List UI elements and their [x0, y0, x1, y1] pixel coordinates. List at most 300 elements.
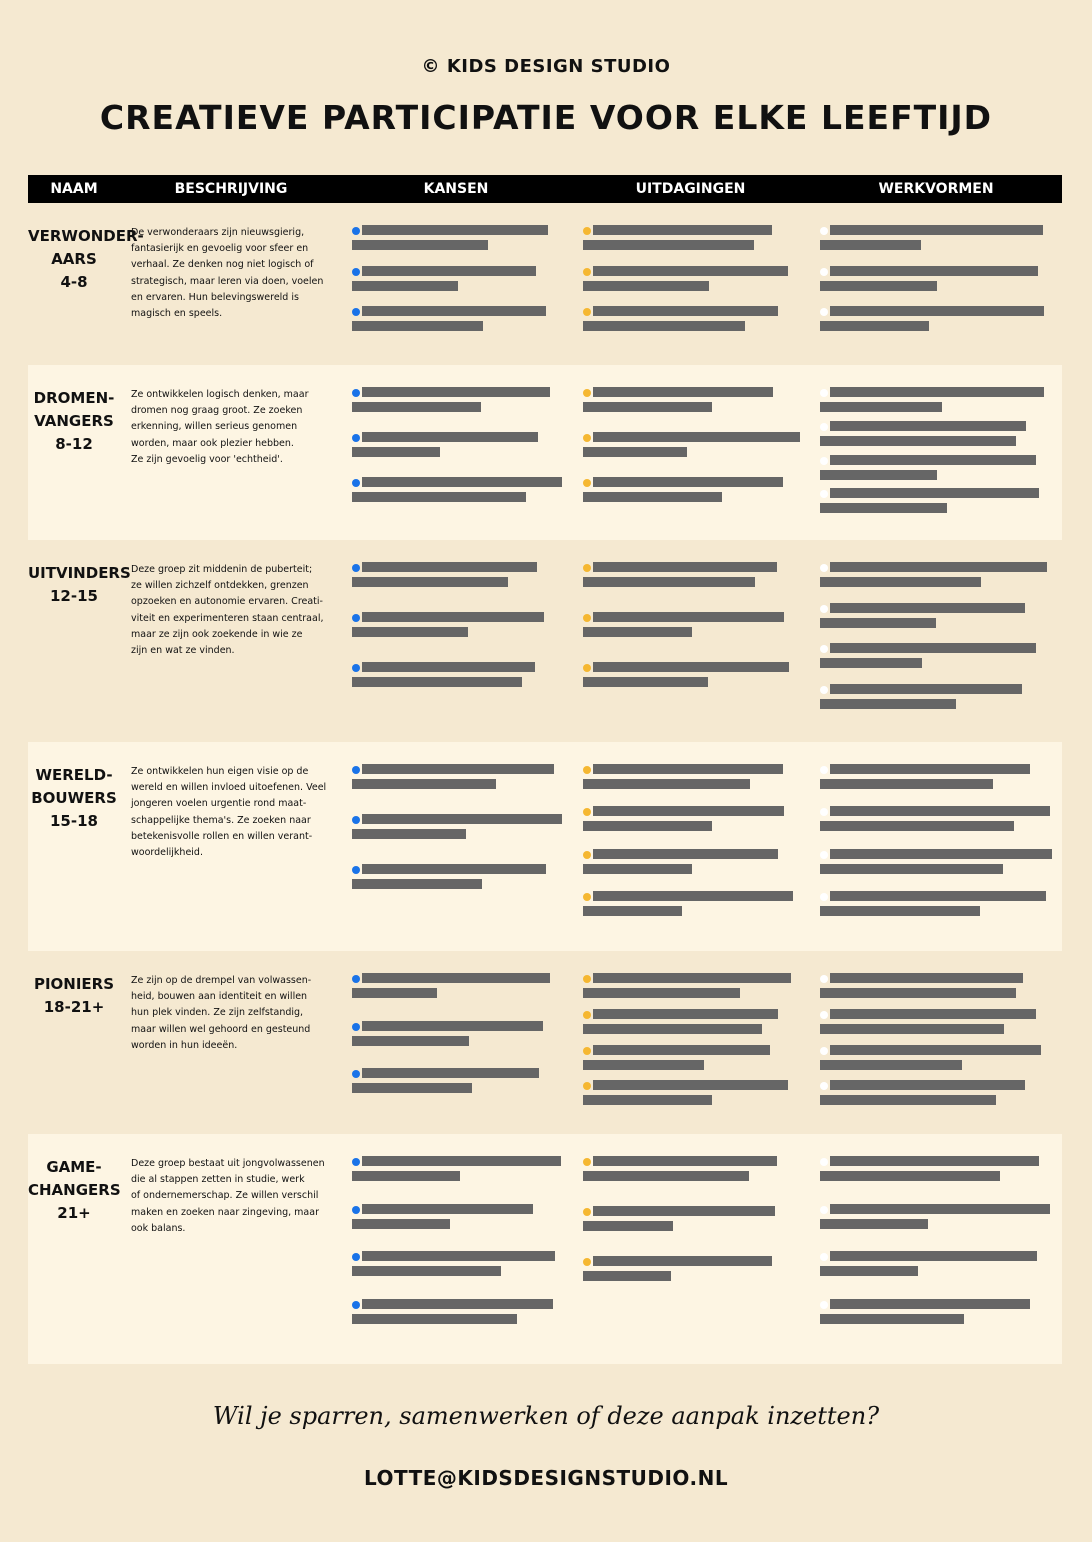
redacted-text: [830, 266, 1038, 276]
row-name: [28, 1156, 120, 1225]
footer-question: Wil je sparren, samenwerken of deze aanpak inzetten?: [212, 1402, 880, 1430]
bullet-icon: [352, 308, 360, 316]
redacted-text: [820, 1266, 918, 1276]
redacted-text: [362, 266, 536, 276]
redacted-text: [352, 677, 522, 687]
redacted-text: [820, 1060, 962, 1070]
redacted-text: [593, 1080, 788, 1090]
row-name: [28, 973, 120, 1019]
row-name: [28, 562, 131, 608]
row-name-line: PIONIERS: [33, 975, 115, 993]
redacted-text: [352, 492, 526, 502]
bullet-icon: [352, 1253, 360, 1261]
kansen-item: [352, 612, 560, 642]
redacted-text: [362, 1251, 555, 1261]
kansen-column: [352, 540, 560, 742]
redacted-text: [362, 1299, 553, 1309]
description-line: ook balans.: [131, 1222, 186, 1234]
redacted-text: [352, 829, 466, 839]
redacted-text: [352, 779, 496, 789]
werkvormen-item: [820, 306, 1052, 336]
redacted-text: [820, 988, 1016, 998]
description-line: of ondernemerschap. Ze willen verschil: [131, 1190, 319, 1202]
description-line: betekenisvolle rollen en willen verant-: [131, 830, 313, 842]
redacted-text: [583, 864, 692, 874]
table-row: [28, 1134, 1062, 1364]
bullet-icon: [820, 389, 828, 397]
description-line: maar ze zijn ook zoekende in wie ze: [131, 628, 303, 640]
redacted-text: [583, 321, 745, 331]
row-name-line: 12-15: [50, 587, 98, 605]
redacted-text: [820, 240, 921, 250]
redacted-text: [820, 402, 942, 412]
uitdagingen-column: [583, 365, 798, 540]
uitdagingen-item: [583, 806, 798, 836]
redacted-text: [830, 562, 1047, 572]
redacted-text: [830, 1299, 1030, 1309]
redacted-text: [352, 577, 508, 587]
redacted-text: [583, 1171, 749, 1181]
uitdagingen-item: [583, 1009, 798, 1039]
bullet-icon: [583, 664, 591, 672]
bullet-icon: [583, 1258, 591, 1266]
redacted-text: [593, 1045, 770, 1055]
redacted-text: [593, 387, 773, 397]
bullet-icon: [583, 1208, 591, 1216]
bullet-icon: [583, 851, 591, 859]
redacted-text: [362, 225, 548, 235]
redacted-text: [352, 879, 482, 889]
bullet-icon: [820, 975, 828, 983]
description-line: schappelijke thema's. Ze zoeken naar: [131, 814, 311, 826]
werkvormen-item: [820, 488, 1052, 518]
redacted-text: [820, 281, 937, 291]
bullet-icon: [583, 308, 591, 316]
bullet-icon: [820, 457, 828, 465]
page-title: CREATIEVE PARTICIPATIE VOOR ELKE LEEFTIJD: [99, 98, 993, 137]
redacted-text: [830, 973, 1023, 983]
description-line: en ervaren. Hun belevingswereld is: [131, 291, 299, 303]
kansen-item: [352, 306, 560, 336]
redacted-text: [362, 1204, 533, 1214]
description-line: viteit en experimenteren staan centraal,: [131, 612, 324, 624]
bullet-icon: [583, 1082, 591, 1090]
uitdagingen-column: [583, 951, 798, 1134]
redacted-text: [583, 627, 692, 637]
description-line: zijn en wat ze vinden.: [131, 645, 235, 657]
redacted-text: [830, 455, 1036, 465]
redacted-text: [583, 447, 687, 457]
bullet-icon: [820, 893, 828, 901]
werkvormen-item: [820, 603, 1052, 633]
bullet-icon: [583, 268, 591, 276]
redacted-text: [362, 764, 554, 774]
redacted-text: [352, 1171, 460, 1181]
redacted-text: [362, 864, 546, 874]
bullet-icon: [583, 564, 591, 572]
redacted-text: [583, 1221, 673, 1231]
header-naam: NAAM: [50, 181, 98, 197]
row-name-line: WERELD-: [35, 766, 113, 784]
bullet-icon: [352, 1158, 360, 1166]
uitdagingen-item: [583, 973, 798, 1003]
redacted-text: [593, 612, 784, 622]
kansen-item: [352, 562, 560, 592]
redacted-text: [352, 1036, 469, 1046]
redacted-text: [830, 306, 1044, 316]
redacted-text: [583, 1060, 704, 1070]
header-uitdagingen: UITDAGINGEN: [635, 181, 746, 197]
bullet-icon: [820, 1011, 828, 1019]
bullet-icon: [583, 975, 591, 983]
redacted-text: [593, 432, 800, 442]
bullet-icon: [820, 564, 828, 572]
bullet-icon: [820, 808, 828, 816]
redacted-text: [830, 1251, 1037, 1261]
description-line: ze willen zichzelf ontdekken, grenzen: [131, 580, 309, 592]
werkvormen-column: [820, 742, 1052, 951]
werkvormen-item: [820, 806, 1052, 836]
werkvormen-item: [820, 643, 1052, 673]
description-line: maken en zoeken naar zingeving, maar: [131, 1206, 319, 1218]
header-kansen: KANSEN: [423, 181, 489, 197]
bullet-icon: [820, 645, 828, 653]
redacted-text: [583, 1095, 712, 1105]
redacted-text: [830, 1045, 1041, 1055]
redacted-text: [830, 1156, 1039, 1166]
description-line: opzoeken en autonomie ervaren. Creati-: [131, 596, 323, 608]
uitdagingen-item: [583, 1045, 798, 1075]
uitdagingen-item: [583, 562, 798, 592]
kansen-item: [352, 266, 560, 296]
row-name: [28, 225, 144, 294]
redacted-text: [583, 988, 740, 998]
bullet-icon: [583, 1047, 591, 1055]
werkvormen-item: [820, 455, 1052, 485]
bullet-icon: [352, 227, 360, 235]
redacted-text: [583, 1271, 671, 1281]
redacted-text: [583, 402, 712, 412]
description-line: hun plek vinden. Ze zijn zelfstandig,: [131, 1007, 304, 1019]
description-line: verhaal. Ze denken nog niet logisch of: [131, 259, 314, 271]
description-line: jongeren voelen urgentie rond maat-: [131, 798, 307, 810]
row-name: [28, 387, 120, 456]
redacted-text: [583, 240, 754, 250]
werkvormen-item: [820, 1251, 1052, 1281]
redacted-text: [362, 1021, 543, 1031]
redacted-text: [820, 577, 981, 587]
row-name-line: VERWONDER-: [28, 227, 144, 245]
bullet-icon: [352, 1070, 360, 1078]
description-line: Ze ontwikkelen hun eigen visie op de: [131, 766, 309, 777]
table-row: [28, 365, 1062, 540]
kansen-item: [352, 864, 560, 894]
description-line: strategisch, maar leren via doen, voelen: [131, 275, 324, 287]
participation-table: [28, 175, 1062, 1364]
uitdagingen-item: [583, 612, 798, 642]
werkvormen-item: [820, 1204, 1052, 1234]
description-line: maar willen wel gehoord en gesteund: [131, 1023, 311, 1035]
werkvormen-item: [820, 1156, 1052, 1186]
redacted-text: [593, 477, 783, 487]
description-line: heid, bouwen aan identiteit en willen: [131, 991, 308, 1003]
row-name-line: BOUWERS: [31, 789, 117, 807]
row-name-line: DROMEN-: [33, 389, 115, 407]
kansen-column: [352, 203, 560, 365]
uitdagingen-item: [583, 1080, 798, 1110]
description-line: worden, maar ook plezier hebben.: [131, 437, 294, 449]
werkvormen-item: [820, 266, 1052, 296]
bullet-icon: [583, 1011, 591, 1019]
table-row: [28, 540, 1062, 742]
redacted-text: [830, 684, 1022, 694]
description-line: Ze ontwikkelen logisch denken, maar: [131, 389, 309, 400]
row-description: [131, 225, 331, 322]
redacted-text: [362, 306, 546, 316]
werkvormen-item: [820, 1299, 1052, 1329]
footer-email[interactable]: LOTTE@KIDSDESIGNSTUDIO.NL: [363, 1466, 729, 1490]
uitdagingen-item: [583, 662, 798, 692]
bullet-icon: [820, 605, 828, 613]
redacted-text: [362, 1156, 561, 1166]
redacted-text: [820, 864, 1003, 874]
werkvormen-column: [820, 951, 1052, 1134]
redacted-text: [362, 1068, 539, 1078]
redacted-text: [593, 1206, 775, 1216]
description-line: wereld en willen invloed uitoefenen. Veel: [131, 782, 327, 794]
redacted-text: [593, 1156, 777, 1166]
description-line: magisch en speels.: [131, 308, 223, 320]
redacted-text: [362, 477, 562, 487]
bullet-icon: [352, 268, 360, 276]
description-line: die al stappen zetten in studie, werk: [131, 1174, 305, 1186]
werkvormen-item: [820, 973, 1052, 1003]
werkvormen-column: [820, 203, 1052, 365]
bullet-icon: [820, 1253, 828, 1261]
bullet-icon: [820, 1206, 828, 1214]
redacted-text: [820, 699, 956, 709]
redacted-text: [820, 436, 1016, 446]
redacted-text: [830, 891, 1046, 901]
redacted-text: [820, 503, 947, 513]
redacted-text: [583, 281, 709, 291]
table-header: [28, 175, 1062, 203]
redacted-text: [830, 1080, 1025, 1090]
bullet-icon: [352, 1301, 360, 1309]
redacted-text: [820, 470, 937, 480]
uitdagingen-item: [583, 891, 798, 921]
werkvormen-column: [820, 365, 1052, 540]
redacted-text: [583, 677, 708, 687]
bullet-icon: [352, 866, 360, 874]
redacted-text: [820, 1171, 1000, 1181]
redacted-text: [362, 662, 535, 672]
table-row: [28, 742, 1062, 951]
kansen-item: [352, 1156, 560, 1186]
description-line: De verwonderaars zijn nieuwsgierig,: [131, 227, 305, 238]
redacted-text: [593, 225, 772, 235]
redacted-text: [593, 891, 793, 901]
row-name-line: 8-12: [55, 435, 93, 453]
werkvormen-item: [820, 1009, 1052, 1039]
table-row: [28, 203, 1062, 365]
redacted-text: [830, 421, 1026, 431]
werkvormen-column: [820, 1134, 1052, 1364]
kansen-column: [352, 1134, 560, 1364]
redacted-text: [593, 973, 791, 983]
redacted-text: [362, 432, 538, 442]
redacted-text: [352, 321, 483, 331]
werkvormen-column: [820, 540, 1052, 742]
kansen-column: [352, 742, 560, 951]
kansen-item: [352, 387, 560, 417]
redacted-text: [830, 1009, 1036, 1019]
redacted-text: [583, 821, 712, 831]
description-line: worden in hun ideeën.: [131, 1039, 238, 1051]
werkvormen-item: [820, 849, 1052, 879]
kansen-item: [352, 814, 560, 844]
bullet-icon: [820, 268, 828, 276]
description-line: dromen nog graag groot. Ze zoeken: [131, 405, 303, 417]
redacted-text: [362, 612, 544, 622]
bullet-icon: [352, 816, 360, 824]
kansen-item: [352, 1299, 560, 1329]
uitdagingen-column: [583, 540, 798, 742]
uitdagingen-item: [583, 1156, 798, 1186]
bullet-icon: [820, 851, 828, 859]
row-description: [131, 764, 331, 861]
bullet-icon: [583, 766, 591, 774]
uitdagingen-item: [583, 477, 798, 507]
redacted-text: [352, 1266, 501, 1276]
bullet-icon: [352, 389, 360, 397]
row-name-line: 4-8: [60, 273, 88, 291]
bullet-icon: [583, 389, 591, 397]
redacted-text: [583, 906, 682, 916]
bullet-icon: [352, 614, 360, 622]
row-description: [131, 973, 331, 1054]
werkvormen-item: [820, 387, 1052, 417]
redacted-text: [820, 321, 929, 331]
kansen-item: [352, 477, 560, 507]
redacted-text: [820, 1024, 1004, 1034]
row-name-line: GAME-: [46, 1158, 102, 1176]
description-line: erkenning, willen serieus genomen: [131, 421, 298, 433]
uitdagingen-column: [583, 203, 798, 365]
redacted-text: [583, 1024, 762, 1034]
bullet-icon: [583, 808, 591, 816]
bullet-icon: [352, 1206, 360, 1214]
werkvormen-item: [820, 225, 1052, 255]
row-name-line: CHANGERS: [28, 1181, 121, 1199]
redacted-text: [352, 1314, 517, 1324]
redacted-text: [352, 1083, 472, 1093]
bullet-icon: [820, 1301, 828, 1309]
redacted-text: [362, 562, 537, 572]
redacted-text: [583, 779, 750, 789]
description-line: Deze groep bestaat uit jongvolwassenen: [131, 1158, 325, 1169]
row-name-line: AARS: [51, 250, 97, 268]
description-line: Ze zijn op de drempel van volwassen-: [131, 975, 312, 986]
bullet-icon: [820, 423, 828, 431]
kansen-column: [352, 365, 560, 540]
redacted-text: [830, 806, 1050, 816]
bullet-icon: [352, 564, 360, 572]
uitdagingen-column: [583, 742, 798, 951]
bullet-icon: [352, 664, 360, 672]
kansen-item: [352, 1251, 560, 1281]
redacted-text: [830, 764, 1030, 774]
uitdagingen-item: [583, 225, 798, 255]
row-name-line: 15-18: [50, 812, 98, 830]
uitdagingen-item: [583, 764, 798, 794]
redacted-text: [830, 1204, 1050, 1214]
werkvormen-item: [820, 891, 1052, 921]
redacted-text: [352, 1219, 450, 1229]
description-line: Ze zijn gevoelig voor 'echtheid'.: [131, 453, 283, 465]
redacted-text: [593, 562, 777, 572]
header-beschrijving: BESCHRIJVING: [174, 181, 288, 197]
bullet-icon: [820, 1158, 828, 1166]
bullet-icon: [583, 479, 591, 487]
redacted-text: [362, 387, 550, 397]
row-name-line: 21+: [57, 1204, 91, 1222]
redacted-text: [830, 387, 1044, 397]
description-line: woordelijkheid.: [131, 847, 203, 859]
kansen-item: [352, 432, 560, 462]
kansen-item: [352, 225, 560, 255]
uitdagingen-item: [583, 387, 798, 417]
row-description: [131, 562, 331, 659]
row-description: [131, 387, 331, 468]
bullet-icon: [820, 1082, 828, 1090]
redacted-text: [820, 1219, 928, 1229]
redacted-text: [352, 402, 481, 412]
redacted-text: [352, 240, 488, 250]
redacted-text: [593, 1256, 772, 1266]
row-name-line: VANGERS: [34, 412, 114, 430]
redacted-text: [820, 779, 993, 789]
bullet-icon: [583, 434, 591, 442]
row-name-line: 18-21+: [43, 998, 105, 1016]
redacted-text: [593, 806, 784, 816]
redacted-text: [593, 1009, 778, 1019]
bullet-icon: [820, 308, 828, 316]
bullet-icon: [352, 434, 360, 442]
bullet-icon: [583, 893, 591, 901]
werkvormen-item: [820, 684, 1052, 714]
redacted-text: [830, 488, 1039, 498]
redacted-text: [820, 821, 1014, 831]
uitdagingen-item: [583, 1256, 798, 1286]
uitdagingen-item: [583, 432, 798, 462]
werkvormen-item: [820, 1080, 1052, 1110]
redacted-text: [820, 618, 936, 628]
redacted-text: [830, 225, 1043, 235]
bullet-icon: [352, 479, 360, 487]
kansen-item: [352, 1021, 560, 1051]
bullet-icon: [583, 227, 591, 235]
werkvormen-item: [820, 1045, 1052, 1075]
bullet-icon: [352, 766, 360, 774]
redacted-text: [352, 281, 458, 291]
werkvormen-item: [820, 562, 1052, 592]
kansen-item: [352, 662, 560, 692]
kansen-column: [352, 951, 560, 1134]
redacted-text: [830, 643, 1036, 653]
redacted-text: [830, 603, 1025, 613]
redacted-text: [583, 577, 755, 587]
